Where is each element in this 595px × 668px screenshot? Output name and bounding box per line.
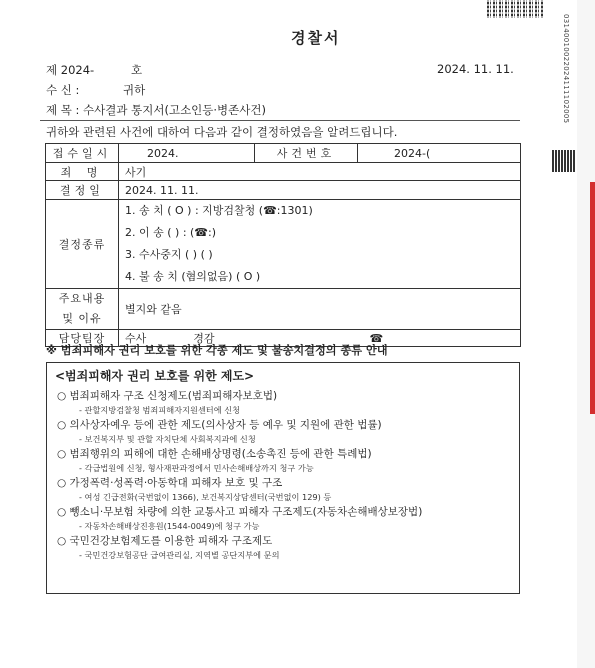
document-number-prefix: 제 2024- <box>46 63 95 77</box>
phone-icon: ☎ <box>369 332 384 345</box>
decision-option: 2. 이 송 ( ) : (☎:) <box>125 226 217 239</box>
decision-option: 1. 송 치 ( O ) : 지방검찰청 (☎:1301) <box>125 204 313 217</box>
content-value: 별지와 같음 <box>119 289 521 330</box>
officer-label: 담당팀장 <box>46 330 119 347</box>
victim-rights-box <box>46 362 520 594</box>
crime-value: 사기 <box>119 163 521 181</box>
intro-text: 귀하와 관련된 사건에 대하여 다음과 같이 결정하였음을 알려드립니다. <box>46 125 398 139</box>
decision-option: 4. 불 송 치 (혐의없음) ( O ) <box>125 270 261 283</box>
document-number-suffix: 호 <box>131 63 143 77</box>
received-value: 2024. <box>119 144 255 163</box>
list-item: ○ 뺑소니·무보험 차량에 의한 교통사고 피해자 구조제도(자동차손해배상보장법) - 자동차손해배상진흥원(1544-0049)에 청구 가능 <box>57 506 423 531</box>
decision-date-label: 결정일 <box>46 181 119 200</box>
recipient-label: 수 신 : <box>46 83 80 97</box>
list-item: ○ 가정폭력·성폭력·아동학대 피해자 보호 및 구조 - 여성 긴급전화(국번없이 1366), 보건복지상담센터(국번없이 129) 등 <box>57 477 332 502</box>
list-item: ○ 범죄피해자 구조 신청제도(범죄피해자보호법) - 관할지방검찰청 범죄피해자지원센터에 신청 <box>57 390 278 415</box>
decision-table <box>45 143 521 347</box>
list-item: ○ 의사상자예우 등에 관한 제도(의사상자 등 예우 및 지원에 관한 법률) - 보건복지부 및 관할 자치단체 사회복지과에 신청 <box>57 419 382 444</box>
recipient-suffix: 귀하 <box>123 83 146 97</box>
case-number-label: 사건번호 <box>255 144 358 163</box>
box-title: <범죄피해자 권리 보호를 위한 제도> <box>55 369 255 383</box>
officer-department: 수사 <box>125 332 147 345</box>
decision-options <box>119 200 521 289</box>
rights-list <box>57 389 517 563</box>
received-label: 접수일시 <box>46 144 119 163</box>
barcode-top <box>487 0 543 18</box>
document-id: 03140010022024111102005 <box>562 14 570 124</box>
divider <box>40 120 520 121</box>
red-margin-bar <box>590 182 595 414</box>
document-title: 경찰서 <box>291 29 341 47</box>
list-item: ○ 국민건강보험제도를 이용한 피해자 구조제도 - 국민건강보험공단 급여관리실, 지역별 공단지부에 문의 <box>57 535 280 560</box>
crime-label: 죄 명 <box>46 163 119 181</box>
list-item: ○ 범죄행위의 피해에 대한 손해배상명령(소송촉진 등에 관한 특례법) - 각급법원에 신청, 형사재판과정에서 민사손해배상까지 청구 가능 <box>57 448 372 473</box>
decision-option: 3. 수사중지 ( ) ( ) <box>125 248 213 261</box>
decision-date-value: 2024. 11. 11. <box>119 181 521 200</box>
subject-line: 제 목 : 수사결과 통지서(고소인등·병존사건) <box>46 103 266 117</box>
officer-rank: 경감 <box>193 332 215 345</box>
decision-type-label: 결정종류 <box>46 200 119 289</box>
content-label: 주요내용 및 이유 <box>46 289 119 330</box>
qr-code <box>552 150 575 172</box>
document-date: 2024. 11. 11. <box>437 62 514 76</box>
case-number-value: 2024-( <box>358 144 521 163</box>
notice-title: ※ 범죄피해자 권리 보호를 위한 각종 제도 및 불송치결정의 종류 안내 <box>46 344 388 357</box>
